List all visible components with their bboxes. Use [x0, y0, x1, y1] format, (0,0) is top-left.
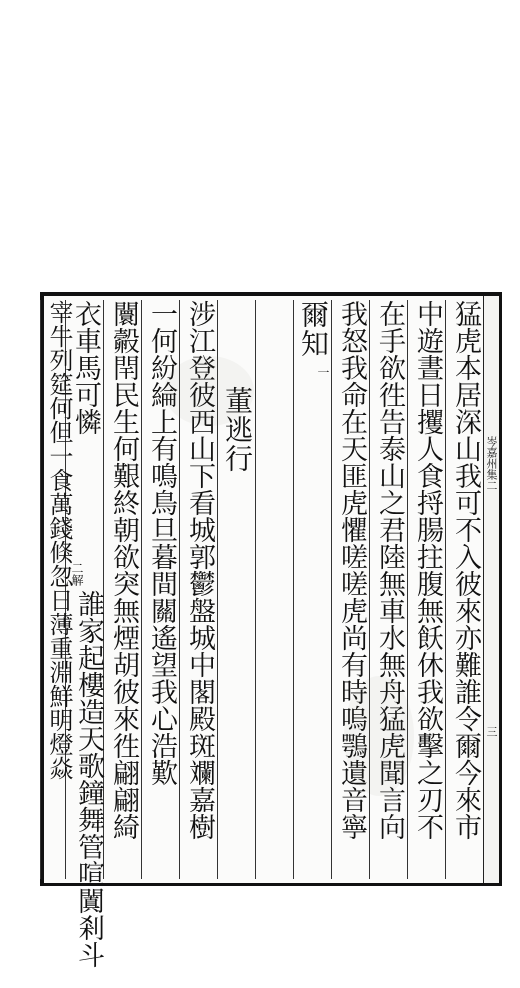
text-column-10 [103, 300, 142, 879]
column-text: 一何紛綸上有鳴鳥旦暮間關遙望我心浩歎 [146, 300, 177, 786]
blank-column [255, 300, 294, 879]
column-text: 宰牛列筵何但一食萬錢倏忽日薄重淵鮮明燈焱 [45, 300, 73, 780]
text-column-12 [40, 300, 73, 879]
text-column-5 [293, 300, 332, 879]
paper-stain [164, 356, 254, 426]
column-text: 我怒我命在天匪虎懼嗟嗟虎尚有時嗚鶚遺音寧 [336, 300, 367, 840]
column-text: 爾知 [297, 300, 330, 358]
page-margin-strip [483, 296, 499, 883]
margin-page-number: 三 [485, 726, 498, 737]
column-text: 在手欲徃告泰山之君陸無車水無舟猛虎聞言向 [374, 300, 405, 840]
inline-note: 二解 [70, 562, 84, 586]
column-text: 闤㲉閈民生何艱終朝欲突無煙胡彼來徃翩翩綺 [108, 300, 139, 840]
margin-book-title: 岑嘉州集二 [485, 436, 498, 491]
text-column-2 [407, 300, 446, 879]
column-text: 中遊晝日攫人食捋腸拄腹無飫休我欲擊之刃不 [412, 300, 443, 840]
poem-title: 董逃行 [221, 386, 254, 473]
column-text: 衣車馬可憐 [70, 300, 101, 435]
column-text: 涉江登彼西山下看城郭鬱盤城中閣殿斑斕嘉樹 [184, 300, 215, 840]
inline-note: 一 [316, 366, 330, 379]
text-column-4 [331, 300, 370, 879]
paper-stain [344, 676, 414, 796]
text-column-1 [445, 300, 484, 879]
column-text-continued: 誰家起樓造天歌鐘舞管喧闐剎斗 [73, 590, 104, 968]
book-page [40, 292, 502, 968]
column-text: 猛虎本居深山我可不入彼來亦難誰令爾今來市 [450, 300, 481, 840]
